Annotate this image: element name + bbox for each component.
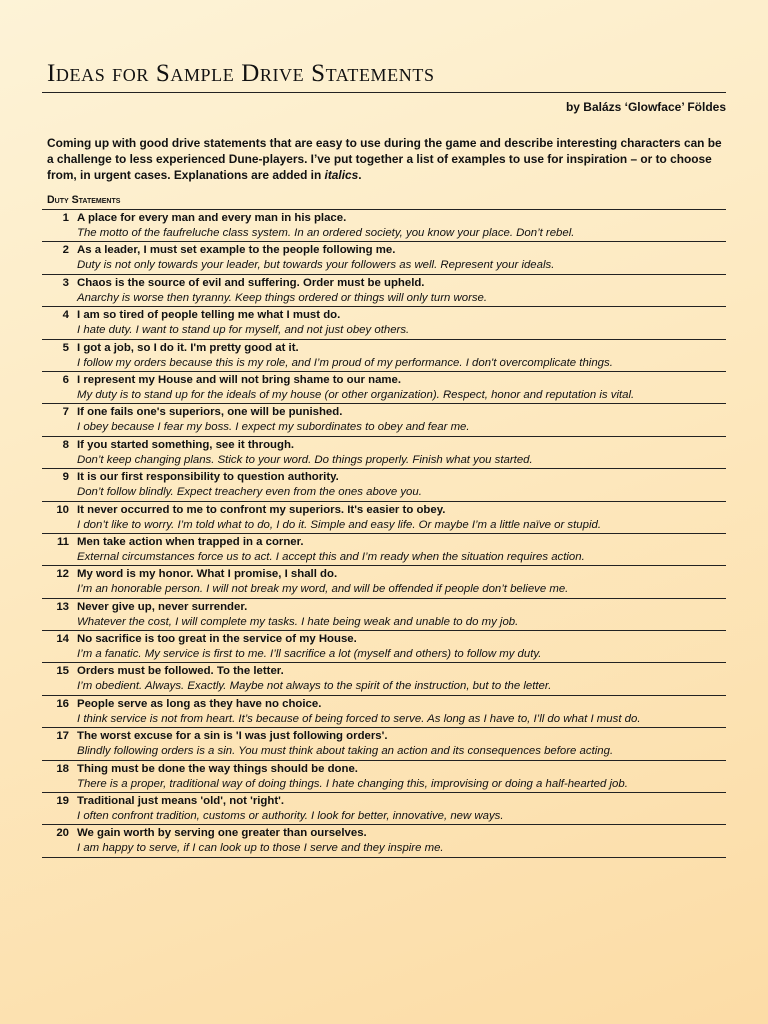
statement-row	[42, 761, 726, 793]
title-divider	[42, 92, 726, 93]
statement-text: Never give up, never surrender.	[77, 600, 248, 613]
statement-explanation: I often confront tradition, customs or authority. I look for better, innovative, new ways.	[77, 810, 504, 823]
statement-content	[77, 243, 726, 273]
statement-row	[42, 663, 726, 695]
statement-content	[77, 503, 726, 533]
statement-row	[42, 534, 726, 566]
statement-text: Men take action when trapped in a corner.	[77, 535, 304, 548]
statement-number: 7	[62, 406, 69, 419]
statement-number: 2	[62, 244, 69, 257]
statement-number: 15	[56, 665, 69, 678]
statement-row	[42, 469, 726, 501]
statement-explanation: I think service is not from heart. It’s because of being forced to serve. As long as I have to, I’ll do what I must do.	[77, 712, 641, 725]
statement-number: 19	[56, 795, 69, 808]
statement-text: People serve as long as they have no choice.	[77, 697, 322, 710]
statement-text: My word is my honor. What I promise, I shall do.	[77, 568, 338, 581]
statement-content	[77, 211, 726, 241]
page-title: Ideas for Sample Drive Statements	[47, 60, 435, 87]
intro-paragraph	[47, 135, 726, 183]
statement-text: I got a job, so I do it. I'm pretty good at it.	[77, 341, 299, 354]
statement-row	[42, 502, 726, 534]
statement-row	[42, 825, 726, 857]
intro-italic-word: italics	[324, 168, 359, 182]
statement-row	[42, 275, 726, 307]
statement-content	[77, 697, 726, 727]
statement-text: Traditional just means 'old', not 'right'.	[77, 795, 285, 808]
statement-explanation: I’m an honorable person. I will not break my word, and will be offended if people don’t believe me.	[77, 583, 569, 596]
statement-text: The worst excuse for a sin is 'I was just following orders'.	[77, 730, 388, 743]
statement-content	[77, 373, 726, 403]
statement-text: If one fails one's superiors, one will be punished.	[77, 406, 343, 419]
statement-row	[42, 728, 726, 760]
statement-row	[42, 340, 726, 372]
statement-number: 4	[62, 309, 69, 322]
statement-content	[77, 729, 726, 759]
statement-content	[77, 664, 726, 694]
statement-text: As a leader, I must set example to the people following me.	[77, 244, 396, 257]
statement-content	[77, 632, 726, 662]
statement-explanation: Whatever the cost, I will complete my tasks. I hate being weak and unable to do my job.	[77, 615, 519, 628]
statement-content	[77, 308, 726, 338]
author-byline: by Balázs ‘Glowface’ Földes	[565, 100, 726, 114]
statement-row	[42, 307, 726, 339]
statement-row	[42, 696, 726, 728]
intro-text: Coming up with good drive statements that are easy to use during the game and describe interesting characters can be a challenge to less experienced Dune-players. I’ve put together a list of examples to use for inspiration – or to choose from, in urgent cases. Explanations are added in	[47, 136, 722, 182]
statement-number: 3	[62, 276, 69, 289]
statement-text: I represent my House and will not bring shame to our name.	[77, 373, 402, 386]
statement-number: 6	[62, 373, 69, 386]
statement-explanation: I’m obedient. Always. Exactly. Maybe not always to the spirit of the instruction, but to the letter.	[77, 680, 552, 693]
statement-explanation: Don’t keep changing plans. Stick to your word. Do things properly. Finish what you started.	[77, 453, 533, 466]
statement-explanation: Blindly following orders is a sin. You must think about taking an action and its consequences before acting.	[77, 745, 614, 758]
statement-row	[42, 566, 726, 598]
statement-content	[77, 276, 726, 306]
statement-content	[77, 470, 726, 500]
statement-text: No sacrifice is too great in the service of my House.	[77, 633, 357, 646]
statement-row	[42, 793, 726, 825]
statement-explanation: My duty is to stand up for the ideals of my house (or other organization). Respect, honor and reputation is vital.	[77, 388, 635, 401]
statement-content	[77, 567, 726, 597]
statement-content	[77, 826, 726, 856]
statement-explanation: Don’t follow blindly. Expect treachery even from the ones above you.	[77, 486, 422, 499]
statement-explanation: The motto of the faufreluche class system. In an ordered society, you know your place. Don’t rebel.	[77, 227, 575, 239]
statement-row	[42, 210, 726, 242]
statement-explanation: I don’t like to worry. I’m told what to do, I do it. Simple and easy life. Or maybe I’m a little naïve or stupid.	[77, 518, 601, 531]
statement-list	[42, 209, 726, 858]
statement-number: 10	[56, 503, 69, 516]
statement-explanation: I follow my orders because this is my role, and I’m proud of my performance. I don't overcomplicate things.	[77, 356, 613, 369]
statement-content	[77, 762, 726, 792]
statement-number: 17	[56, 730, 69, 743]
statement-explanation: I’m a fanatic. My service is first to me. I’ll sacrifice a lot (myself and others) to follow my duty.	[77, 648, 542, 661]
intro-end: .	[358, 168, 362, 182]
statement-explanation: Duty is not only towards your leader, but towards your followers as well. Represent your ideals.	[77, 259, 555, 272]
statement-text: Orders must be followed. To the letter.	[77, 665, 284, 678]
statement-row	[42, 404, 726, 436]
statement-row	[42, 372, 726, 404]
statement-number: 11	[56, 535, 69, 548]
statement-explanation: Anarchy is worse then tyranny. Keep things ordered or things will only turn worse.	[77, 291, 488, 304]
statement-number: 12	[56, 568, 69, 581]
statement-text: It is our first responsibility to question authority.	[77, 471, 339, 484]
statement-number: 18	[56, 762, 69, 775]
statement-explanation: I obey because I fear my boss. I expect my subordinates to obey and fear me.	[77, 421, 470, 434]
statement-text: I am so tired of people telling me what I must do.	[77, 309, 341, 322]
statement-content	[77, 600, 726, 630]
statement-text: If you started something, see it through.	[77, 438, 295, 451]
statement-explanation: I hate duty. I want to stand up for myself, and not just obey others.	[77, 324, 410, 337]
statement-content	[77, 341, 726, 371]
section-heading: Duty Statements	[47, 194, 121, 206]
statement-explanation: External circumstances force us to act. I accept this and I’m ready when the situation requires action.	[77, 550, 585, 563]
statement-content	[77, 794, 726, 824]
statement-content	[77, 405, 726, 435]
statement-number: 16	[56, 697, 69, 710]
document-page	[42, 58, 726, 858]
statement-row	[42, 631, 726, 663]
statement-row	[42, 242, 726, 274]
statement-row	[42, 437, 726, 469]
statement-number: 1	[62, 212, 69, 224]
statement-explanation: There is a proper, traditional way of doing things. I hate changing this, improvising or doing a half-hearted job.	[77, 777, 628, 790]
statement-number: 9	[62, 471, 69, 484]
statement-text: Thing must be done the way things should be done.	[77, 762, 358, 775]
statement-row	[42, 599, 726, 631]
statement-number: 13	[56, 600, 69, 613]
statement-number: 8	[62, 438, 69, 451]
statement-text: We gain worth by serving one greater than ourselves.	[77, 827, 367, 840]
statement-text: A place for every man and every man in his place.	[77, 212, 347, 224]
statement-explanation: I am happy to serve, if I can look up to those I serve and they inspire me.	[77, 842, 444, 855]
statement-number: 14	[56, 633, 69, 646]
statement-content	[77, 438, 726, 468]
statement-number: 20	[56, 827, 69, 840]
statement-content	[77, 535, 726, 565]
statement-text: It never occurred to me to confront my superiors. It's easier to obey.	[77, 503, 446, 516]
statement-text: Chaos is the source of evil and suffering. Order must be upheld.	[77, 276, 425, 289]
statement-number: 5	[62, 341, 69, 354]
